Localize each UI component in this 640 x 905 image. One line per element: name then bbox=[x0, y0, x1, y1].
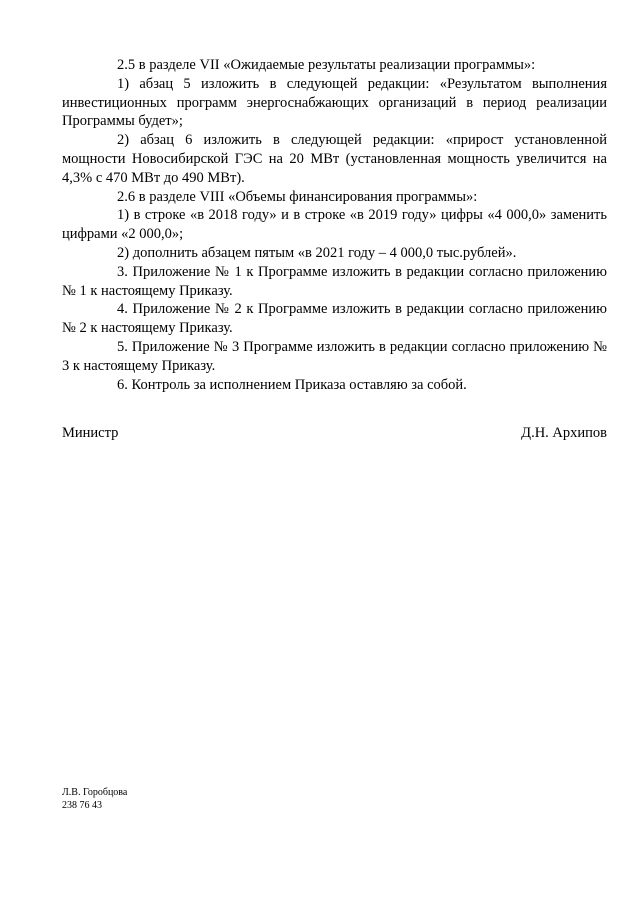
paragraph-item-1-abzac-5: 1) абзац 5 изложить в следующей редакции: «Результатом выполнения инвестиционных программ энергоснабжающих организаций в период реализации Программы будет»; bbox=[62, 75, 607, 130]
paragraph-item-2-add-abzac: 2) дополнить абзацем пятым «в 2021 году – 4 000,0 тыс.рублей». bbox=[117, 244, 517, 261]
paragraph-clause-6: 6. Контроль за исполнением Приказа оставляю за собой. bbox=[117, 376, 467, 393]
paragraph-clause-3: 3. Приложение № 1 к Программе изложить в редакции согласно приложению № 1 к настоящему Приказу. bbox=[62, 263, 607, 299]
paragraph-section-2-5: 2.5 в разделе VII «Ожидаемые результаты реализации программы»: bbox=[117, 57, 536, 73]
paragraph-item-1-figures: 1) в строке «в 2018 году» и в строке «в 2019 году» цифры «4 000,0» заменить цифрами «2 000,0»; bbox=[62, 207, 607, 243]
executor-info bbox=[62, 787, 127, 812]
paragraph-clause-5: 5. Приложение № 3 Программе изложить в редакции согласно приложению № 3 к настоящему Приказу. bbox=[62, 338, 607, 374]
paragraph-item-2-abzac-6: 2) абзац 6 изложить в следующей редакции: «прирост установленной мощности Новосибирской ГЭС на 20 МВт (установленная мощность увеличится на 4,3% с 470 МВт до 490 МВт). bbox=[62, 132, 607, 186]
paragraph-section-2-6: 2.6 в разделе VIII «Объемы финансирования программы»: bbox=[117, 188, 478, 205]
executor-phone: 238 76 43 bbox=[62, 799, 102, 811]
signatory-post: Министр bbox=[62, 425, 119, 441]
signatory-name: Д.Н. Архипов bbox=[521, 425, 607, 441]
executor-name: Л.В. Горобцова bbox=[62, 787, 128, 798]
paragraph-clause-4: 4. Приложение № 2 к Программе изложить в редакции согласно приложению № 2 к настоящему Приказу. bbox=[62, 301, 607, 337]
document-body bbox=[62, 56, 607, 394]
